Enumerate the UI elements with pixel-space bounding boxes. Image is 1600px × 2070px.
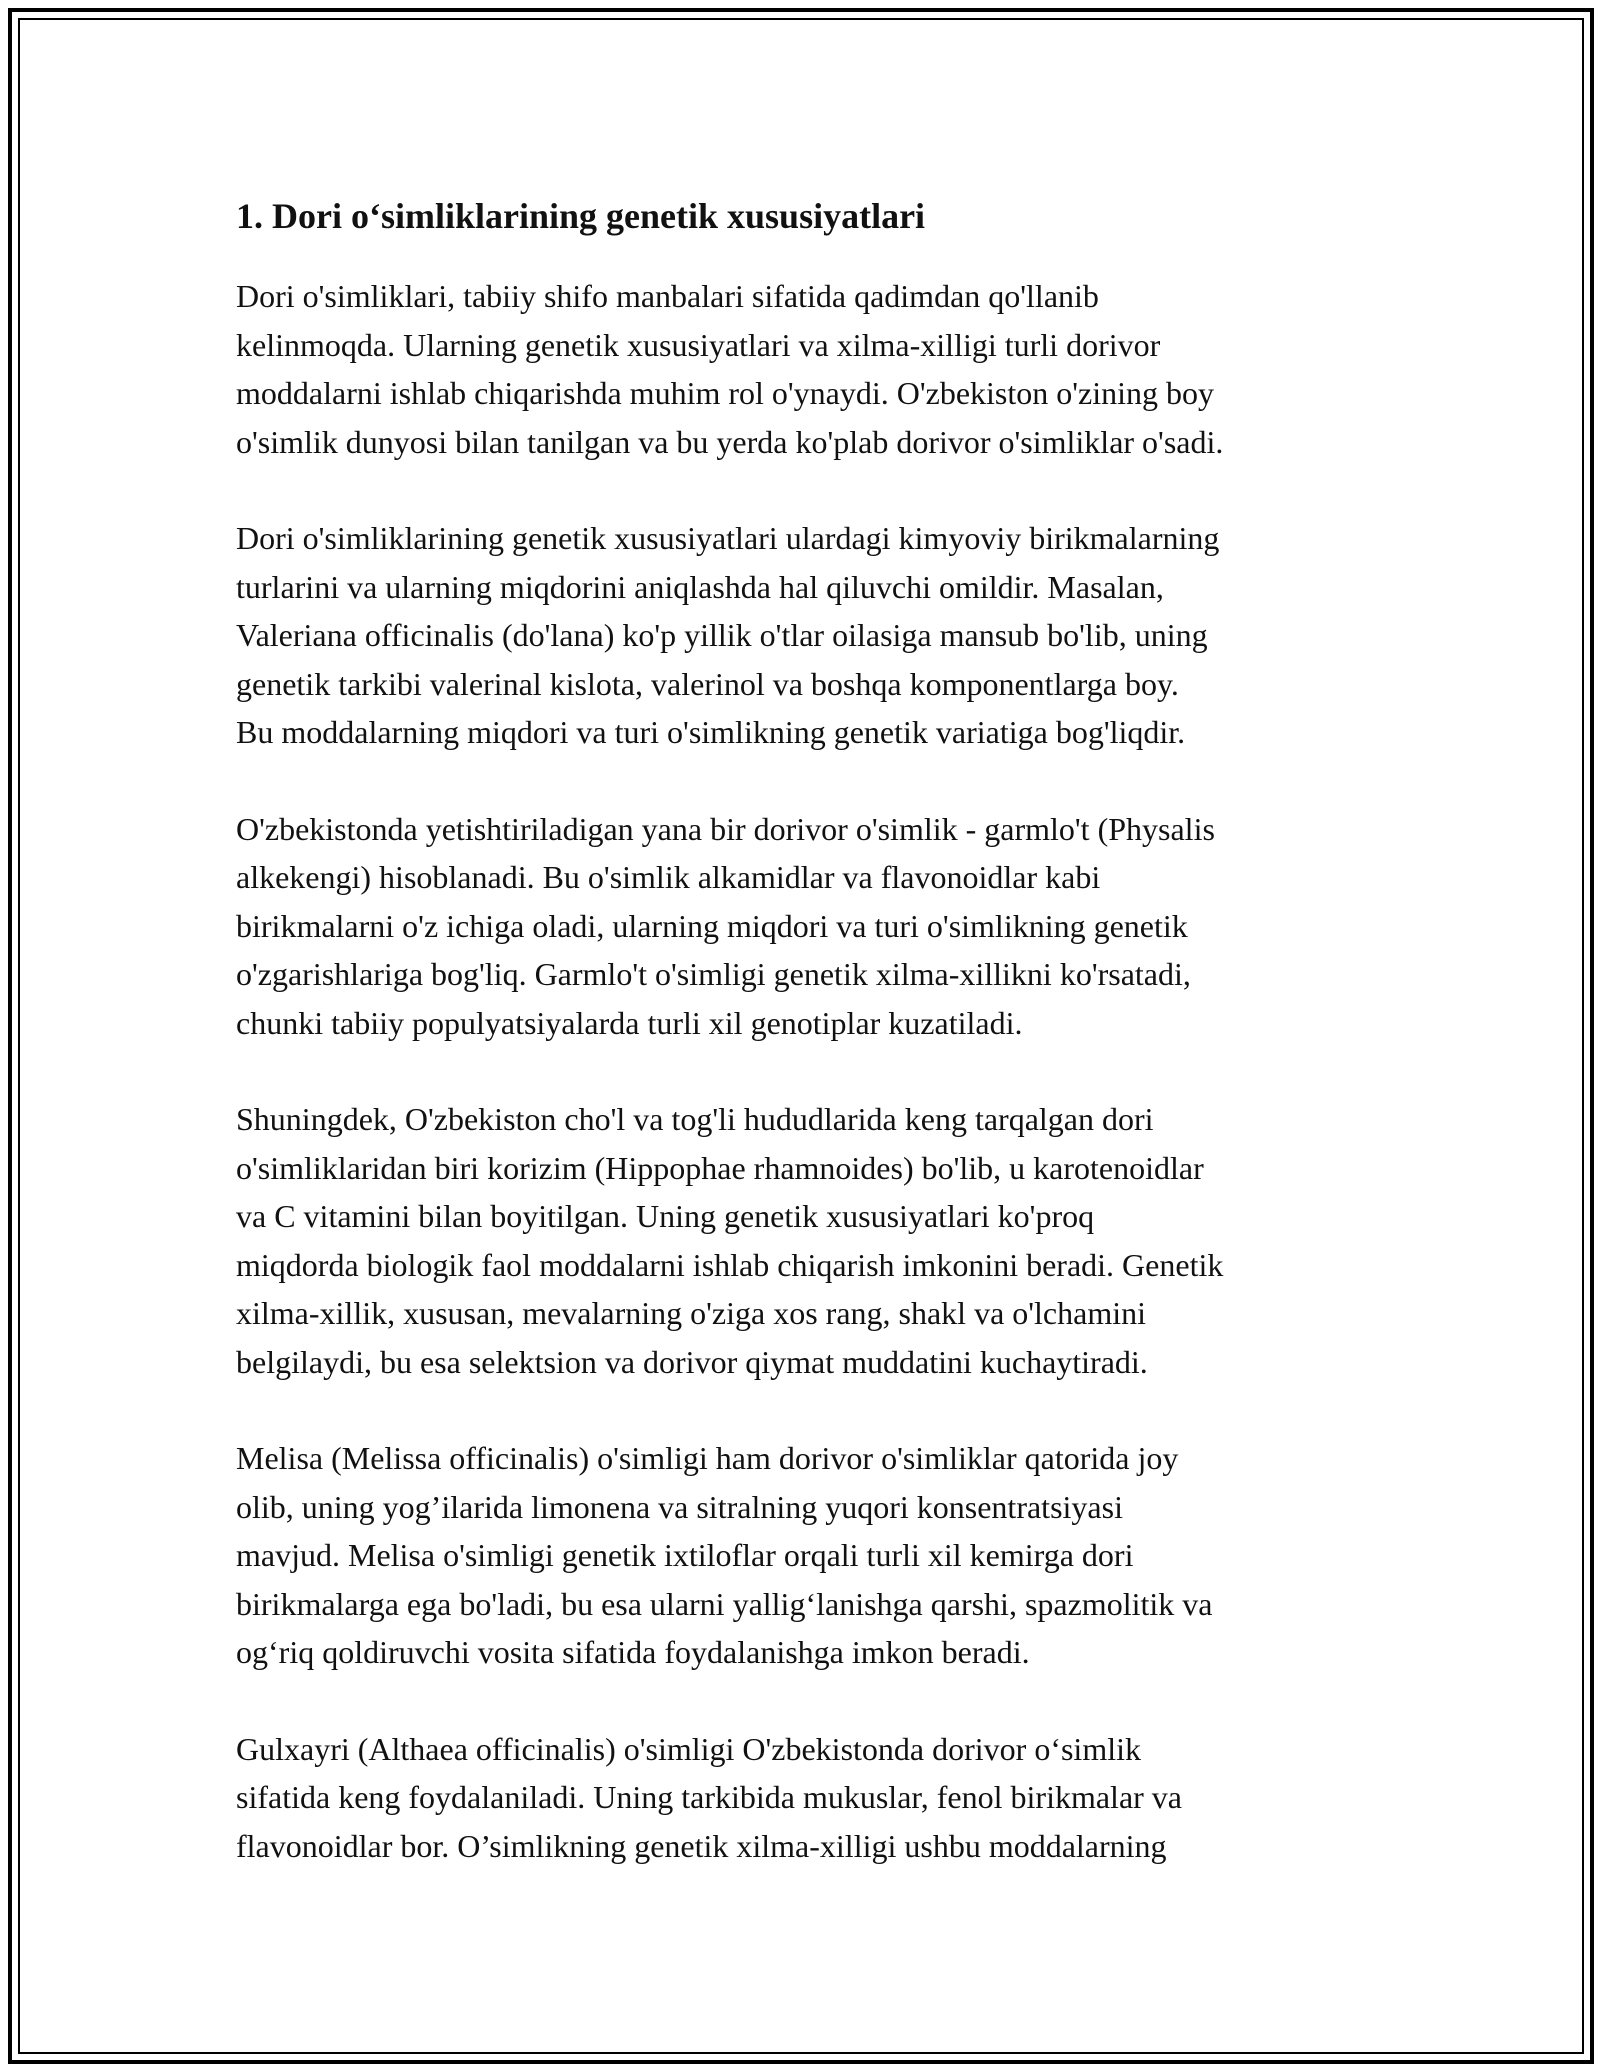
text-line: o'simlik dunyosi bilan tanilgan va bu yerda ko'plab dorivor o'simliklar o'sadi. <box>236 423 1224 460</box>
text-line: og‘riq qoldiruvchi vosita sifatida foydalanishga imkon beradi. <box>236 1634 1030 1670</box>
text-line: sifatida keng foydalaniladi. Uning tarkibida mukuslar, fenol birikmalar va <box>236 1779 1182 1815</box>
text-line: Gulxayri (Althaea officinalis) o'simligi O'zbekistonda dorivor o‘simlik <box>236 1730 1141 1767</box>
text-line: Dori o'simliklarining genetik xususiyatlari ulardagi kimyoviy birikmalarning <box>236 520 1220 556</box>
paragraph-valeriana <box>236 514 1376 757</box>
text-line: flavonoidlar bor. O’simlikning genetik xilma-xilligi ushbu moddalarning <box>236 1827 1167 1864</box>
text-line: chunki tabiiy populyatsiyalarda turli xil genotiplar kuzatiladi. <box>236 1004 1023 1041</box>
text-line: o'simliklaridan biri korizim (Hippophae rhamnoides) bo'lib, u karotenoidlar <box>236 1149 1204 1186</box>
text-line: Shuningdek, O'zbekiston cho'l va tog'li hududlarida keng tarqalgan dori <box>236 1101 1154 1137</box>
text-line: genetik tarkibi valerinal kislota, valerinol va boshqa komponentlarga boy. <box>236 665 1179 702</box>
text-line: alkekengi) hisoblanadi. Bu o'simlik alkamidlar va flavonoidlar kabi <box>236 859 1101 895</box>
text-line: Valeriana officinalis (do'lana) ko'p yillik o'tlar oilasiga mansub bo'lib, uning <box>236 617 1208 653</box>
text-line: belgilaydi, bu esa selektsion va dorivor qiymat muddatini kuchaytiradi. <box>236 1343 1148 1380</box>
paragraph-hippophae <box>236 1095 1376 1386</box>
paragraph-melissa <box>236 1434 1376 1677</box>
text-line: mavjud. Melisa o'simligi genetik ixtiloflar orqali turli xil kemirga dori <box>236 1537 1134 1573</box>
text-line: olib, uning yog’ilarida limonena va sitralning yuqori konsentratsiyasi <box>236 1488 1123 1525</box>
text-line: miqdorda biologik faol moddalarni ishlab chiqarish imkonini beradi. Genetik <box>236 1246 1224 1283</box>
text-line: Bu moddalarning miqdori va turi o'simlikning genetik variatiga bog'liqdir. <box>236 714 1186 750</box>
text-line: o'zgarishlariga bog'liq. Garmlo't o'simligi genetik xilma-xillikni ko'rsatadi, <box>236 956 1191 992</box>
text-line: moddalarni ishlab chiqarishda muhim rol o'ynaydi. O'zbekiston o'zining boy <box>236 375 1215 411</box>
text-line: va C vitamini bilan boyitilgan. Uning genetik xususiyatlari ko'proq <box>236 1198 1095 1234</box>
text-line: O'zbekistonda yetishtiriladigan yana bir dorivor o'simlik - garmlo't (Physalis <box>236 810 1215 847</box>
section-heading: 1. Dori o‘simliklarining genetik xususiyatlari <box>236 196 926 236</box>
text-line: kelinmoqda. Ularning genetik xususiyatlari va xilma-xilligi turli dorivor <box>236 326 1161 363</box>
text-line: Dori o'simliklari, tabiiy shifo manbalari sifatida qadimdan qo'llanib <box>236 278 1099 314</box>
text-line: Melisa (Melissa officinalis) o'simligi ham dorivor o'simliklar qatorida joy <box>236 1440 1179 1476</box>
text-line: birikmalarni o'z ichiga oladi, ularning miqdori va turi o'simlikning genetik <box>236 907 1188 944</box>
text-line: birikmalarga ega bo'ladi, bu esa ularni yallig‘lanishga qarshi, spazmolitik va <box>236 1585 1213 1622</box>
paragraph-intro <box>236 272 1376 466</box>
text-line: xilma-xillik, xususan, mevalarning o'ziga xos rang, shakl va o'lchamini <box>236 1295 1146 1331</box>
text-line: turlarini va ularning miqdorini aniqlashda hal qiluvchi omildir. Masalan, <box>236 568 1164 605</box>
document-body <box>236 186 1376 1918</box>
paragraph-althaea <box>236 1725 1376 1871</box>
paragraph-physalis <box>236 805 1376 1048</box>
